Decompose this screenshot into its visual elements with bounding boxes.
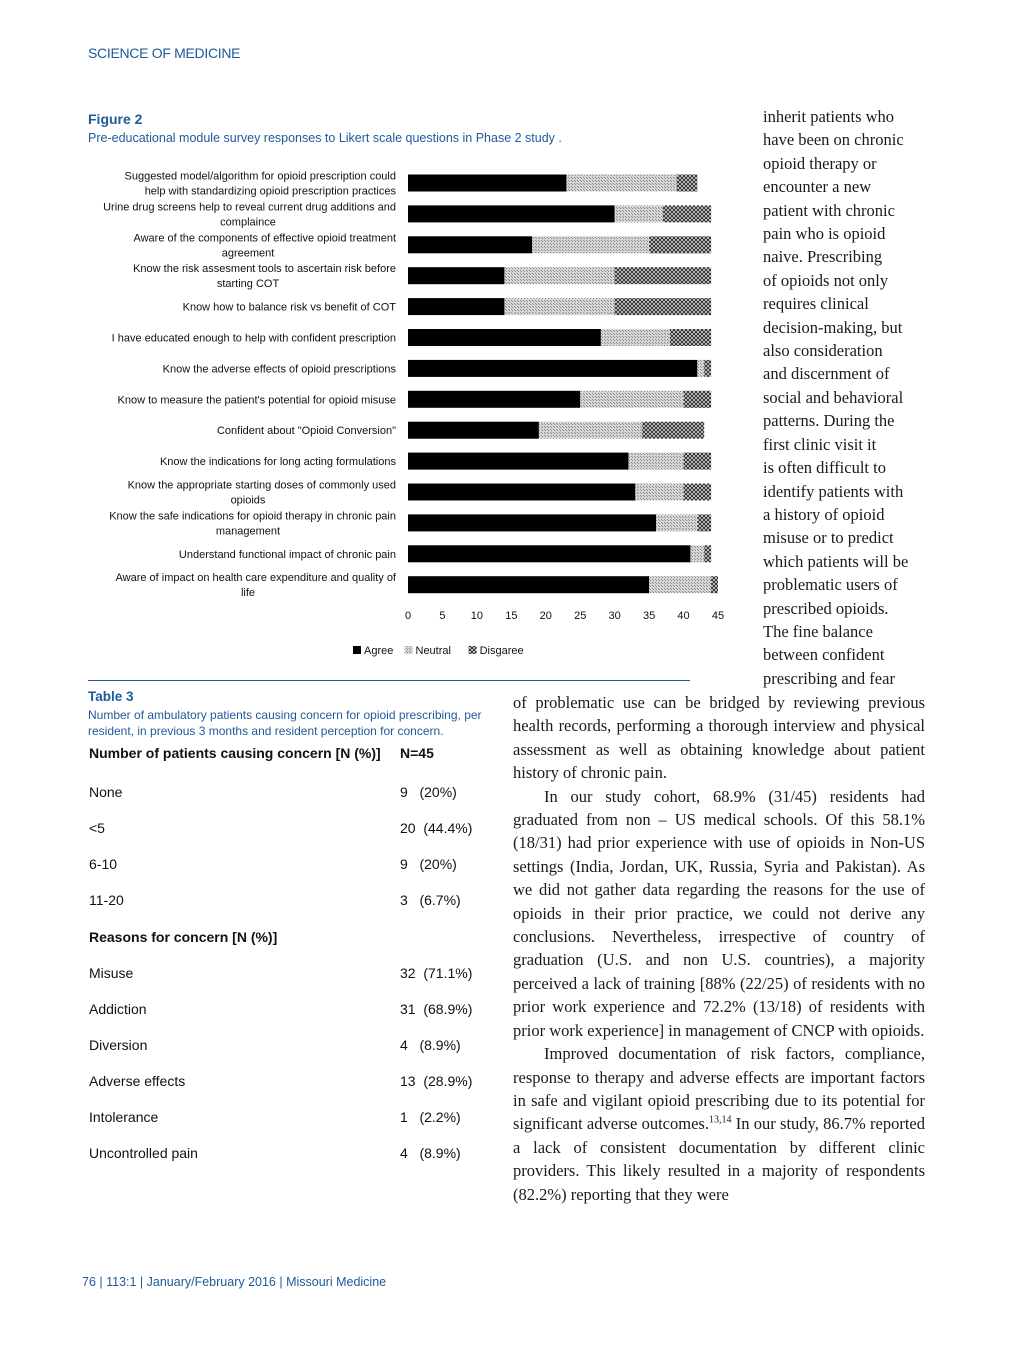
x-tick-label: 40 xyxy=(677,610,690,622)
bar-neutral-10 xyxy=(628,453,683,470)
bar-neutral-12 xyxy=(656,514,697,531)
body-line: also consideration xyxy=(763,341,883,361)
table-cell-label: Adverse effects xyxy=(89,1073,186,1089)
body-line: which patients will be xyxy=(763,551,909,571)
body-text-narrow-column xyxy=(763,105,933,690)
bar-disgaree-7 xyxy=(704,360,711,377)
body-line: and discernment of xyxy=(763,364,890,384)
legend-label-neutral: Neutral xyxy=(415,645,451,657)
body-line: inherit patients who xyxy=(763,107,895,126)
body-paragraph-3-part-a: Improved documentation of risk factors, compliance, response to therapy and adverse effects are important factors in safe and vigilant opioid prescribing due to its potential for significant adverse outcomes. xyxy=(513,1044,925,1134)
legend-swatch-disgaree xyxy=(469,646,477,654)
table-cell-value: 32 (71.1%) xyxy=(400,965,473,981)
body-line: naive. Prescribing xyxy=(763,247,883,267)
bar-agree-6 xyxy=(408,329,601,346)
body-line: prescribing and fear xyxy=(763,668,895,688)
category-label: Urine drug screens help to reveal current drug additions and xyxy=(103,201,396,214)
bar-agree-8 xyxy=(408,391,580,408)
table-cell-value: 4 (8.9%) xyxy=(400,1037,461,1053)
body-line: The fine balance xyxy=(763,621,873,641)
category-label: Aware of the components of effective opioid treatment xyxy=(133,232,396,245)
category-label: Know the safe indications for opioid therapy in chronic pain xyxy=(109,510,396,523)
table-section-heading xyxy=(89,929,509,949)
bar-disgaree-8 xyxy=(684,391,712,408)
table-cell-value: 1 (2.2%) xyxy=(400,1109,461,1125)
bar-agree-10 xyxy=(408,453,628,470)
bar-disgaree-5 xyxy=(615,298,711,315)
body-line: social and behavioral xyxy=(763,387,904,407)
x-tick-label: 15 xyxy=(505,610,518,622)
category-label: Know the risk assesment tools to ascertain risk before xyxy=(133,263,396,276)
figure-label: Figure 2 xyxy=(88,111,143,127)
category-label: opioids xyxy=(230,494,266,507)
table-row xyxy=(89,1145,509,1165)
bar-neutral-6 xyxy=(601,329,670,346)
category-label: Suggested model/algorithm for opioid prescription could xyxy=(124,170,396,183)
table-cell-value: 9 (20%) xyxy=(400,784,457,800)
table-row xyxy=(89,965,509,985)
table-cell-value: 9 (20%) xyxy=(400,856,457,872)
citation-superscript: 13,14 xyxy=(708,1114,732,1126)
table-cell-label: 6-10 xyxy=(89,856,118,872)
body-line: requires clinical xyxy=(763,294,869,314)
table-header-row xyxy=(89,745,509,765)
table-cell-label: <5 xyxy=(89,820,105,836)
bar-neutral-4 xyxy=(504,267,614,284)
body-paragraph-3 xyxy=(513,1042,925,1206)
body-line: pain who is opioid xyxy=(763,224,886,244)
category-label: Know the indications for long acting formulations xyxy=(159,456,396,469)
x-tick-label: 0 xyxy=(404,610,412,622)
body-paragraph-3-part-b: In our study, 86.7% reported a lack of consistent documentation by different clinic providers. This likely resulted in a majority of respondents (82.2%) reporting that they were xyxy=(513,1114,926,1204)
x-tick-label: 45 xyxy=(711,610,725,622)
bar-disgaree-9 xyxy=(642,422,704,439)
bar-agree-4 xyxy=(408,267,504,284)
bar-agree-5 xyxy=(408,298,504,315)
body-line: of opioids not only xyxy=(763,270,889,290)
body-line: prescribed opioids. xyxy=(763,598,889,618)
body-line: a history of opioid xyxy=(763,504,885,524)
bar-disgaree-6 xyxy=(670,329,711,346)
bar-agree-12 xyxy=(408,514,656,531)
table-row xyxy=(89,1037,509,1057)
table-row xyxy=(89,856,509,876)
bar-neutral-5 xyxy=(504,298,614,315)
bar-neutral-13 xyxy=(690,545,704,562)
bar-neutral-14 xyxy=(649,576,711,593)
table-cell-label: Uncontrolled pain xyxy=(89,1145,198,1161)
category-label: Confident about "Opioid Conversion" xyxy=(216,425,396,438)
bar-disgaree-2 xyxy=(663,205,711,222)
bar-neutral-11 xyxy=(635,484,683,501)
bar-agree-7 xyxy=(408,360,697,377)
bar-disgaree-14 xyxy=(711,576,718,593)
category-label: Understand functional impact of chronic pain xyxy=(178,548,396,561)
stacked-bar-chart xyxy=(80,160,740,670)
table-row xyxy=(89,820,509,840)
table-row xyxy=(89,1001,509,1021)
table-row xyxy=(89,892,509,912)
bar-agree-1 xyxy=(408,175,566,192)
page-footer: 76 | 113:1 | January/February 2016 | Missouri Medicine xyxy=(82,1275,387,1289)
bar-disgaree-12 xyxy=(697,514,711,531)
x-tick-label: 10 xyxy=(470,610,484,622)
body-text-main-column xyxy=(513,691,925,1206)
category-label: starting COT xyxy=(216,278,280,291)
category-label: Aware of impact on health care expenditure and quality of xyxy=(115,572,396,585)
bar-disgaree-1 xyxy=(677,175,698,192)
table-label: Table 3 xyxy=(88,689,134,704)
x-tick-label: 30 xyxy=(608,610,621,622)
table-cell-value: 4 (8.9%) xyxy=(400,1145,461,1161)
category-label: help with standardizing opioid prescription practices xyxy=(144,185,396,198)
category-label: Know the appropriate starting doses of commonly used xyxy=(127,479,396,492)
x-tick-label: 20 xyxy=(539,610,552,622)
bar-neutral-3 xyxy=(532,236,649,253)
bar-agree-3 xyxy=(408,236,532,253)
section-divider xyxy=(88,680,690,681)
bar-agree-9 xyxy=(408,422,539,439)
table-cell-value: 13 (28.9%) xyxy=(400,1073,473,1089)
table-cell-label: Intolerance xyxy=(89,1109,159,1125)
bar-agree-14 xyxy=(408,576,649,593)
body-line: identify patients with xyxy=(763,481,904,501)
table-cell-label: None xyxy=(89,784,123,800)
body-line: have been on chronic xyxy=(763,130,904,150)
bar-neutral-8 xyxy=(580,391,683,408)
category-label: I have educated enough to help with confident prescription xyxy=(111,332,396,345)
table-cell-label: Misuse xyxy=(89,965,134,981)
bar-neutral-9 xyxy=(539,422,642,439)
category-label: agreement xyxy=(221,247,275,260)
table-cell-label: Addiction xyxy=(89,1001,147,1017)
bar-disgaree-10 xyxy=(684,453,712,470)
body-line: encounter a new xyxy=(763,177,872,197)
category-label: Know how to balance risk vs benefit of COT xyxy=(182,301,396,314)
bar-agree-11 xyxy=(408,484,635,501)
table-row xyxy=(89,1073,509,1093)
bar-neutral-1 xyxy=(566,175,676,192)
category-label: Know to measure the patient's potential for opioid misuse xyxy=(117,394,396,407)
bar-disgaree-11 xyxy=(684,484,712,501)
table-caption: Number of ambulatory patients causing concern for opioid prescribing, per resident, in previous 3 months and resident perception for concern. xyxy=(88,708,482,738)
running-head: SCIENCE OF MEDICINE xyxy=(88,45,241,61)
table-cell-value: 20 (44.4%) xyxy=(400,820,473,836)
bar-neutral-2 xyxy=(615,205,663,222)
category-label: life xyxy=(240,587,256,600)
category-label: complaince xyxy=(220,216,276,229)
body-line: between confident xyxy=(763,645,885,665)
figure-caption: Pre-educational module survey responses to Likert scale questions in Phase 2 study . xyxy=(88,131,562,145)
body-line: patient with chronic xyxy=(763,200,895,220)
bar-agree-13 xyxy=(408,545,690,562)
body-line: problematic users of xyxy=(763,575,898,595)
bar-agree-2 xyxy=(408,205,615,222)
body-line: first clinic visit it xyxy=(763,434,877,454)
body-line: patterns. During the xyxy=(763,411,895,431)
table-row xyxy=(89,1109,509,1129)
body-line: decision-making, but xyxy=(763,317,903,337)
x-tick-label: 25 xyxy=(574,610,587,622)
category-label: Know the adverse effects of opioid prescriptions xyxy=(162,363,396,376)
table-cell-label: Diversion xyxy=(89,1037,148,1053)
bar-neutral-7 xyxy=(697,360,704,377)
legend-label-agree: Agree xyxy=(364,645,394,657)
x-tick-label: 35 xyxy=(642,610,656,622)
category-label: management xyxy=(215,525,281,538)
body-paragraph-1: of problematic use can be bridged by reviewing previous health records, performing a thorough interview and physical assessment as well as obtaining knowledge about patient history of chronic pain. xyxy=(513,693,925,783)
body-line: misuse or to predict xyxy=(763,528,894,548)
bar-disgaree-13 xyxy=(704,545,711,562)
table-cell-label: Reasons for concern [N (%)] xyxy=(89,929,278,945)
bar-disgaree-3 xyxy=(649,236,711,253)
bar-disgaree-4 xyxy=(615,267,711,284)
table-row xyxy=(89,784,509,804)
x-tick-label: 5 xyxy=(439,610,446,622)
table-cell-value: 31 (68.9%) xyxy=(400,1001,473,1017)
legend-swatch-agree xyxy=(353,646,361,654)
table-header-value: N=45 xyxy=(400,745,434,761)
body-paragraph-2: In our study cohort, 68.9% (31/45) residents had graduated from non – US medical schools. Of this 58.1% (18/31) had prior experience with use of opioids in Non-US settings (India, Jordan, UK, Russia, Syria and Pakistan). As we did not gather data regarding the reasons for the use of opioids in their prior practice, we could not derive any conclusions. Nevertheless, irrespective of country of graduation (U.S. and non U.S. countries), a majority perceived a lack of training [88% (22/25) of residents with no prior work experience and 72.2% (13/18) of residents with prior work experience] in management of CNCP with opioids. xyxy=(513,786,925,1040)
legend-label-disgaree: Disgaree xyxy=(479,645,524,657)
table-header-label: Number of patients causing concern [N (%)] xyxy=(89,745,381,761)
body-line: opioid therapy or xyxy=(763,153,877,173)
body-line: is often difficult to xyxy=(763,458,886,478)
legend-swatch-neutral xyxy=(405,646,413,654)
table-cell-value: 3 (6.7%) xyxy=(400,892,461,908)
table-cell-label: 11-20 xyxy=(89,892,124,908)
